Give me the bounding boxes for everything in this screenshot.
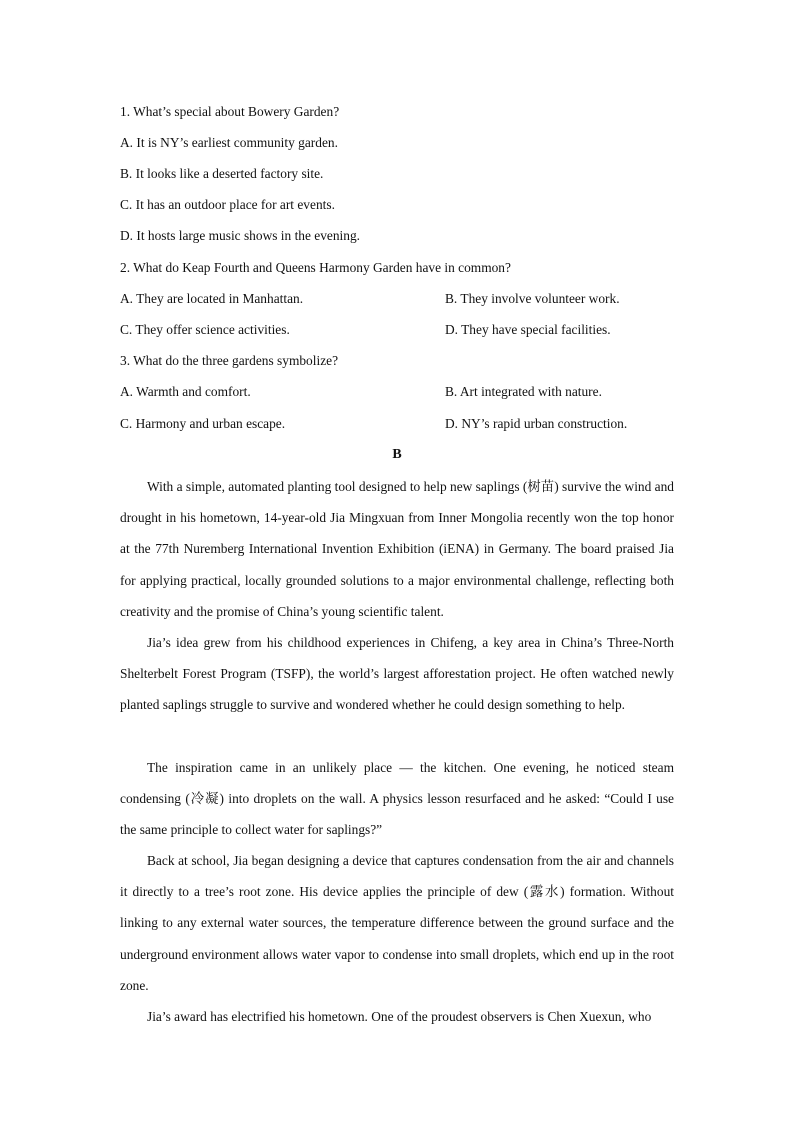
passage-paragraph: The inspiration came in an unlikely place — the kitchen. One evening, he noticed steam condensing (冷凝) into droplets on the wall. A physics lesson resurfaced and he asked: “Could I use the same principle to collect water for saplings?” bbox=[120, 760, 674, 838]
question-3-option-b: B. Art integrated with nature. bbox=[445, 384, 602, 399]
question-1-option-d: D. It hosts large music shows in the evening. bbox=[120, 228, 361, 243]
question-1-stem: 1. What’s special about Bowery Garden? bbox=[120, 104, 340, 119]
question-3-option-d: D. NY’s rapid urban construction. bbox=[445, 416, 628, 431]
question-1-option-c: C. It has an outdoor place for art events. bbox=[120, 197, 335, 212]
question-1-option-a: A. It is NY’s earliest community garden. bbox=[120, 135, 338, 150]
question-1-option-b: B. It looks like a deserted factory site. bbox=[120, 166, 324, 181]
question-2-option-c: C. They offer science activities. bbox=[120, 322, 290, 337]
passage-paragraph: With a simple, automated planting tool designed to help new saplings (树苗) survive the wind and drought in his hometown, 14-year-old Jia Mingxuan from Inner Mongolia recently won the top honor at the 77th Nuremberg International Invention Exhibition (iENA) in Germany. The board praised Jia for applying practical, locally grounded solutions to a major environmental challenge, reflecting both creativity and the promise of China’s young scientific talent. bbox=[120, 479, 674, 619]
passage-paragraph: Jia’s idea grew from his childhood experiences in Chifeng, a key area in China’s Three-North Shelterbelt Forest Program (TSFP), the world’s largest afforestation project. He often watched newly planted saplings struggle to survive and wondered whether he could design something to help. bbox=[120, 635, 674, 713]
question-3-option-a: A. Warmth and comfort. bbox=[120, 384, 251, 399]
passage-paragraph: Back at school, Jia began designing a device that captures condensation from the air and channels it directly to a tree’s root zone. His device applies the principle of dew (露水) formation. Without linking to any external water sources, the temperature difference between the ground surface and the underground environment allows water vapor to condense into small droplets, which end up in the root zone. bbox=[120, 853, 674, 993]
question-2-stem: 2. What do Keap Fourth and Queens Harmony Garden have in common? bbox=[120, 260, 511, 275]
question-2-option-b: B. They involve volunteer work. bbox=[445, 291, 620, 306]
question-2-option-a: A. They are located in Manhattan. bbox=[120, 291, 304, 306]
question-3-option-c: C. Harmony and urban escape. bbox=[120, 416, 286, 431]
section-heading: B bbox=[392, 447, 402, 462]
question-3-stem: 3. What do the three gardens symbolize? bbox=[120, 353, 339, 368]
question-2-option-d: D. They have special facilities. bbox=[445, 322, 611, 337]
passage-paragraph: Jia’s award has electrified his hometown. One of the proudest observers is Chen Xuexun, who bbox=[147, 1009, 652, 1024]
